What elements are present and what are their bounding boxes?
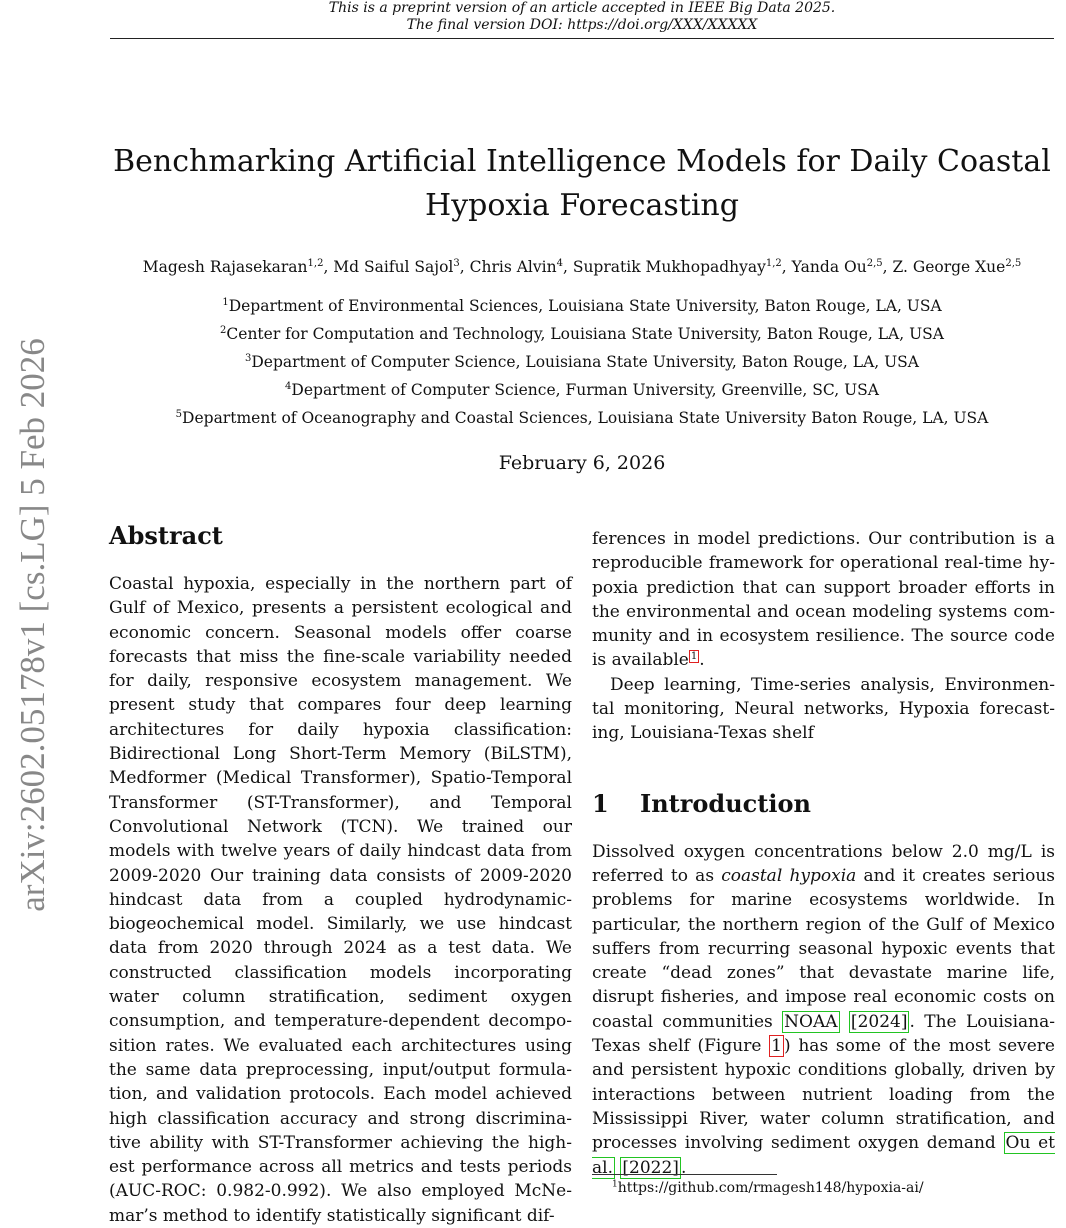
author-list: Magesh Rajasekaran$^{1,2}$, Md Saiful Sajol$^3$, Chris Alvin$^4$, Supratik Mukhopadhyay$^{1,2}$, Yanda Ou$^{2,5}$, Z. George Xue$^{2,5}$ <box>142 257 1022 276</box>
affiliation <box>110 320 1054 348</box>
figure-link[interactable]: 1 <box>771 1036 782 1057</box>
author-affiliation: 2,5 <box>866 257 883 269</box>
preprint-notice: This is a preprint version of an article accepted in IEEE Big Data 2025. <box>328 0 836 16</box>
affiliation-text: Department of Environmental Sciences, Louisiana State University, Baton Rouge, LA, USA <box>228 297 942 315</box>
citation-year: 2022 <box>629 1157 673 1178</box>
author: Yanda Ou <box>791 258 867 276</box>
section-heading-introduction <box>592 788 1055 820</box>
section-title: Introduction <box>640 788 811 818</box>
right-column <box>592 527 1055 1180</box>
author: Chris Alvin <box>469 258 557 276</box>
affiliation-text: Center for Computation and Technology, Louisiana State University, Baton Rouge, LA, USA <box>226 325 944 343</box>
left-column <box>109 520 572 1228</box>
preprint-header <box>110 0 1054 34</box>
arxiv-identifier: arXiv:2602.05178v1 [cs.LG] 5 Feb 2026 <box>13 338 52 912</box>
affiliation <box>110 376 1054 404</box>
doi-notice: The final version DOI: https://doi.org/XXX/XXXXX <box>406 17 758 33</box>
citation-year-link-noaa[interactable]: [2024] <box>850 1011 908 1032</box>
abstract-end-period: . <box>699 650 705 671</box>
affiliation-number: 2 <box>220 324 227 336</box>
introduction-paragraph <box>592 840 1055 1180</box>
affiliation-text: Department of Computer Science, Furman University, Greenville, SC, USA <box>291 381 879 399</box>
intro-text: and it creates serious problems for marine ecosystems worldwide. In particular, the northern region of the Gulf of Mexico suffers from recurring seasonal hypoxic events that create “dead zones” that devastate marine life, disrupt fisheries, and impose real economic costs on coastal communities <box>592 865 1055 1032</box>
affiliation-number: 1 <box>222 296 229 308</box>
intro-emphasis: coastal hypoxia <box>721 865 857 886</box>
section-number: 1 <box>592 788 609 818</box>
affiliation-list <box>110 292 1054 432</box>
author: Magesh Rajasekaran <box>142 258 308 276</box>
footnote <box>612 1178 924 1198</box>
intro-text: . <box>680 1157 687 1178</box>
author: Md Saiful Sajol <box>333 258 454 276</box>
affiliation-number: 5 <box>175 408 183 420</box>
citation-year-link-ou[interactable]: [2022] <box>622 1157 679 1178</box>
abstract-continuation-text: ferences in model predictions. Our contribution is a reproducible framework for operational real-time hypoxia prediction that can support broader efforts in the environmental and ocean modeling systems community and in ecosystem resilience. The source code is available <box>592 529 1055 671</box>
affiliation-number: 4 <box>285 380 292 392</box>
affiliation <box>110 348 1054 376</box>
citation-link-noaa[interactable]: NOAA <box>784 1011 838 1032</box>
abstract-heading: Abstract <box>109 521 223 550</box>
title-line-2: Hypoxia Forecasting <box>425 188 739 223</box>
publication-date: February 6, 2026 <box>498 452 666 474</box>
intro-text: . The Louisiana-Texas shelf (Figure <box>592 1011 1056 1057</box>
author-affiliation: 3 <box>453 257 460 269</box>
abstract-continuation <box>592 527 1055 673</box>
keywords: Deep learning, Time-series analysis, Environmental monitoring, Neural networks, Hypoxia forecasting, Louisiana-Texas shelf <box>592 674 1055 744</box>
author: Z. George Xue <box>892 258 1006 276</box>
header-rule <box>110 38 1054 39</box>
affiliation <box>110 292 1054 320</box>
author: Supratik Mukhopadhyay <box>572 258 766 276</box>
author-affiliation: 2,5 <box>1005 257 1022 269</box>
author-affiliation: 1,2 <box>307 257 324 269</box>
footnote-link[interactable]: 1 <box>690 650 698 662</box>
title-line-1: Benchmarking Artificial Intelligence Models for Daily Coastal <box>113 144 1051 179</box>
citation-year: 2024 <box>857 1011 901 1032</box>
paper-title <box>110 140 1054 228</box>
footnote-number: 1 <box>612 1179 618 1190</box>
intro-text: Dissolved oxygen concentrations below 2.0 mg/L is referred to as <box>592 841 1055 886</box>
affiliation-text: Department of Oceanography and Coastal Sciences, Louisiana State University Baton Rouge, LA, USA <box>182 409 989 427</box>
citation-link-ou[interactable]: Ou et al. <box>592 1133 1055 1178</box>
author-affiliation: 1,2 <box>765 257 782 269</box>
affiliation-number: 3 <box>244 352 252 364</box>
author-affiliation: 4 <box>556 257 563 269</box>
footnote-rule <box>592 1174 777 1175</box>
affiliation-text: Department of Computer Science, Louisiana State University, Baton Rouge, LA, USA <box>251 353 919 371</box>
affiliation <box>110 404 1054 432</box>
footnote-url[interactable]: https://github.com/rmagesh148/hypoxia-ai/ <box>617 1180 924 1196</box>
intro-text: ) has some of the most severe and persistent hypoxic conditions globally, driven by interactions between nutrient loading from the Mississippi River, water column stratification, and processes involving sediment oxygen demand <box>592 1036 1055 1154</box>
abstract-body: Coastal hypoxia, especially in the northern part of Gulf of Mexico, presents a persistent ecological and economic concern. Seasonal models offer coarse forecasts that miss the fine-scale variability needed for daily, responsive ecosystem management. We present study that compares four deep learning architectures for daily hypoxia classification: Bidirectional Long Short-Term Memory (BiLSTM), Medformer (Medical Transformer), Spatio-Temporal Transformer (ST-Transformer), and Temporal Convolutional Network (TCN). We trained our models with twelve years of daily hindcast data from 2009-2020 Our training data consists of 2009-2020 hindcast data from a coupled hydrodynamic-biogeochemical model. Similarly, we use hindcast data from 2020 through 2024 as a test data. We constructed classification models incorporating water column stratification, sediment oxygen consumption, and temperature-dependent decomposition rates. We evaluated each architectures using the same data preprocessing, input/output formulation, and validation protocols. Each model achieved high classification accuracy and strong discriminative ability with ST-Transformer achieving the highest performance across all metrics and tests periods (AUC-ROC: 0.982-0.992). We also employed McNemar’s method to identify statistically significant dif- <box>109 574 572 1226</box>
